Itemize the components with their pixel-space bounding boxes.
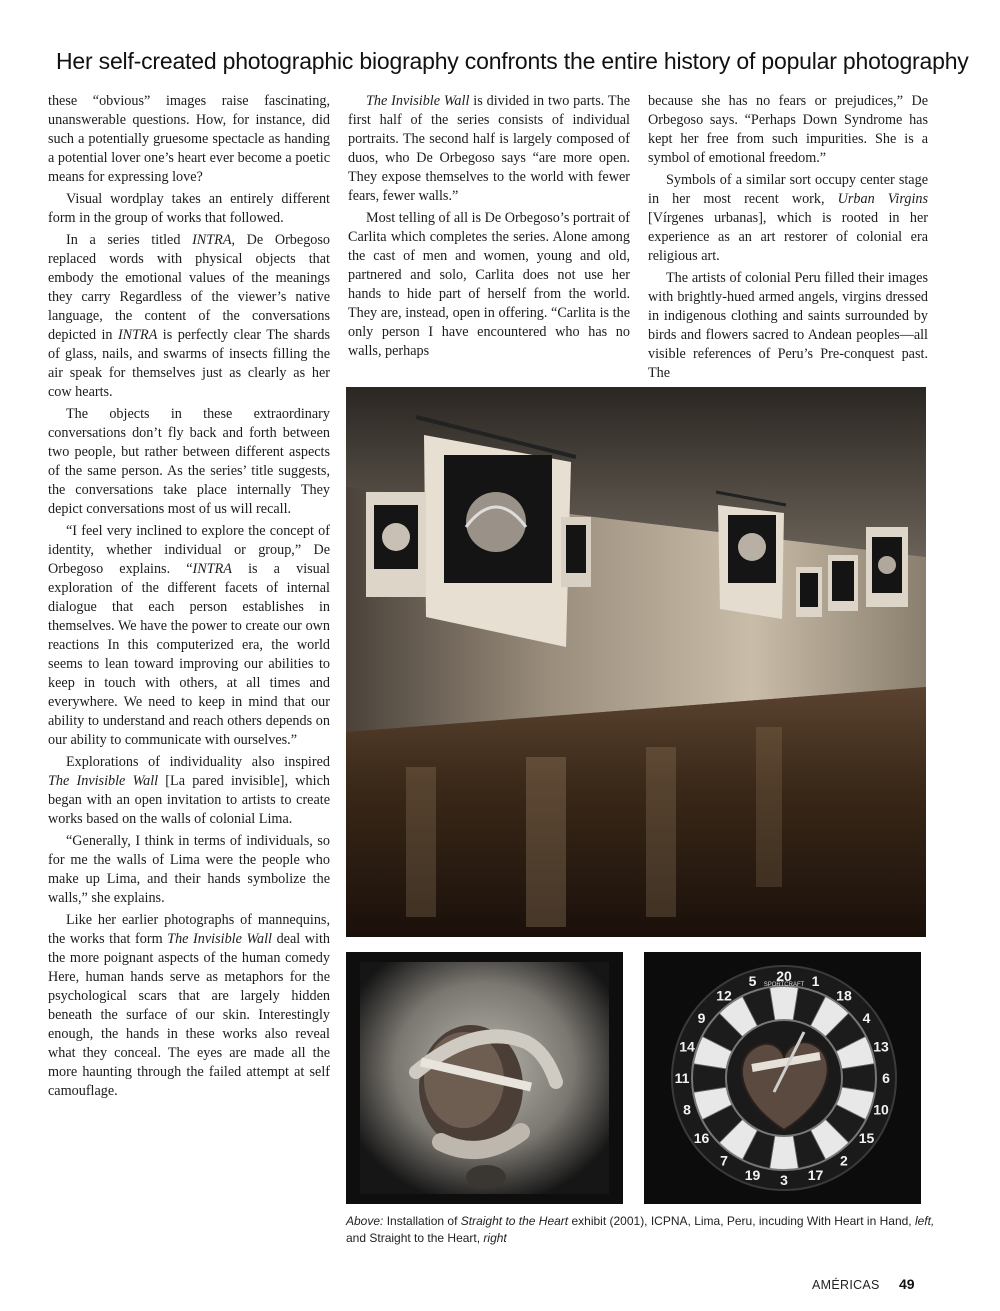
installation-photo [346,387,926,937]
dartboard-number: 12 [716,987,732,1004]
page-number: 49 [899,1276,915,1292]
dartboard-number: 9 [697,1010,706,1027]
paragraph: Like her earlier photographs of mannequins, the works that form The Invisible Wall deal with the more poignant aspects of the human comedy Here, human hands serve as metaphors for the psychological scars that are largely hidden beneath the surface of our skin. Interestingly enough, the hands in these works also reveal what they conceal. The eyes are made all the more haunting through the failed attempt at self camouflage. [48,912,330,1099]
dartboard-number: 5 [748,972,757,989]
dartboard-number: 7 [720,1152,728,1169]
text-column-3 [648,92,928,386]
article-headline: Her self-created photographic biography confronts the entire history of popular photography [56,48,969,74]
paragraph: “I feel very inclined to explore the concept of identity, whether individual or group,” De Orbegoso explains. “INTRA is a visual exploration of the different facets of internal dialogue that each person establishes in themselves. We have the power to create our own reactions In this computerized era, the world seems to lean toward improving our abilities to keep in touch with others, at all times and everywhere. We need to keep in mind that our ability to understand and reach others depends on our ability to communicate with ourselves.” [48,523,330,748]
dartboard-number: 1 [811,972,820,989]
dartboard-brand: SPORTCRAFT [763,982,805,988]
dartboard-number: 4 [862,1010,871,1027]
dartboard-number: 3 [780,1172,788,1188]
dartboard-number: 11 [674,1070,690,1086]
dartboard-number: 6 [882,1070,890,1086]
heart-in-hand-photo [346,952,623,1204]
text-column-2 [348,92,630,364]
paragraph: Explorations of individuality also inspired The Invisible Wall [La pared invisible], which began with an open invitation to artists to create works based on the walls of colonial Lima. [48,754,330,827]
paragraph: Visual wordplay takes an entirely different form in the group of works that followed. [48,191,330,226]
dartboard-number: 13 [873,1038,889,1055]
dartboard-number: 8 [683,1101,691,1118]
text-column-1 [48,92,330,1104]
dartboard-number: 14 [679,1038,695,1055]
dartboard-number: 15 [858,1129,875,1146]
paragraph: “Generally, I think in terms of individuals, so for me the walls of Lima were the people who make up Lima, and their hands symbolize the walls,” she explains. [48,833,330,906]
dartboard-number: 19 [744,1167,761,1184]
paragraph: The objects in these extraordinary conversations don’t fly back and forth between two people, but rather between different aspects of the same person. As the series’ title suggests, the conversations take place internally They depict conversations most of us will recall. [48,406,330,517]
paragraph: Most telling of all is De Orbegoso’s portrait of Carlita which completes the series. Alone among the cast of men and women, young and old, partnered and solo, Carlita does not use her hands to hide part of herself from the world. They are, instead, open in offering. “Carlita is the only person I have encountered who has no walls, perhaps [348,210,631,359]
paragraph: The artists of colonial Peru filled their images with brightly-hued armed angels, virgins dressed in indigenous clothing and saints surrounded by birds and flowers sacred to Andean peoples—all visible references of Peru’s Pre-conquest past. The [648,270,928,381]
paragraph: Symbols of a similar sort occupy center stage in her most recent work, Urban Virgins [Vírgenes urbanas], which is rooted in her experience as an art restorer of colonial era religious art. [648,172,928,264]
dartboard-number: 18 [836,987,852,1004]
dartboard-number: 2 [840,1152,848,1169]
paragraph: because she has no fears or prejudices,” De Orbegoso says. “Perhaps Down Syndrome has kept her free from such impurities. She is a symbol of emotional freedom.” [648,93,928,166]
paragraph: these “obvious” images raise fascinating, unanswerable questions. How, for instance, did such a potentially gruesome spectacle as handing a potential lover one’s heart ever become a poetic means for expressing love? [48,93,330,185]
dartboard-heart-photo [644,952,921,1204]
magazine-name: AMÉRICAS [812,1278,880,1292]
paragraph: The Invisible Wall is divided in two parts. The first half of the series consists of individual portraits. The second half is largely composed of duos, who De Orbegoso says “are more open. They expose themselves to the world with fewer fears, fewer walls.” [348,93,630,204]
paragraph: In a series titled INTRA, De Orbegoso replaced words with physical objects that embody the emotional values of the meanings they carry Regardless of the viewer’s native language, the content of the conversations depicted in INTRA is perfectly clear The shards of glass, nails, and swarms of insects filling the air speak for themselves just as clearly as her cow hearts. [48,232,331,400]
dartboard-number: 16 [693,1129,710,1146]
dartboard-number: 17 [807,1167,824,1184]
photo-caption: Above: Installation of Straight to the Heart exhibit (2001), ICPNA, Lima, Peru, incuding With Heart in Hand, left, and Straight to the Heart, right [346,1214,935,1245]
dartboard-number: 20 [776,968,792,984]
dartboard-number: 10 [873,1101,889,1118]
